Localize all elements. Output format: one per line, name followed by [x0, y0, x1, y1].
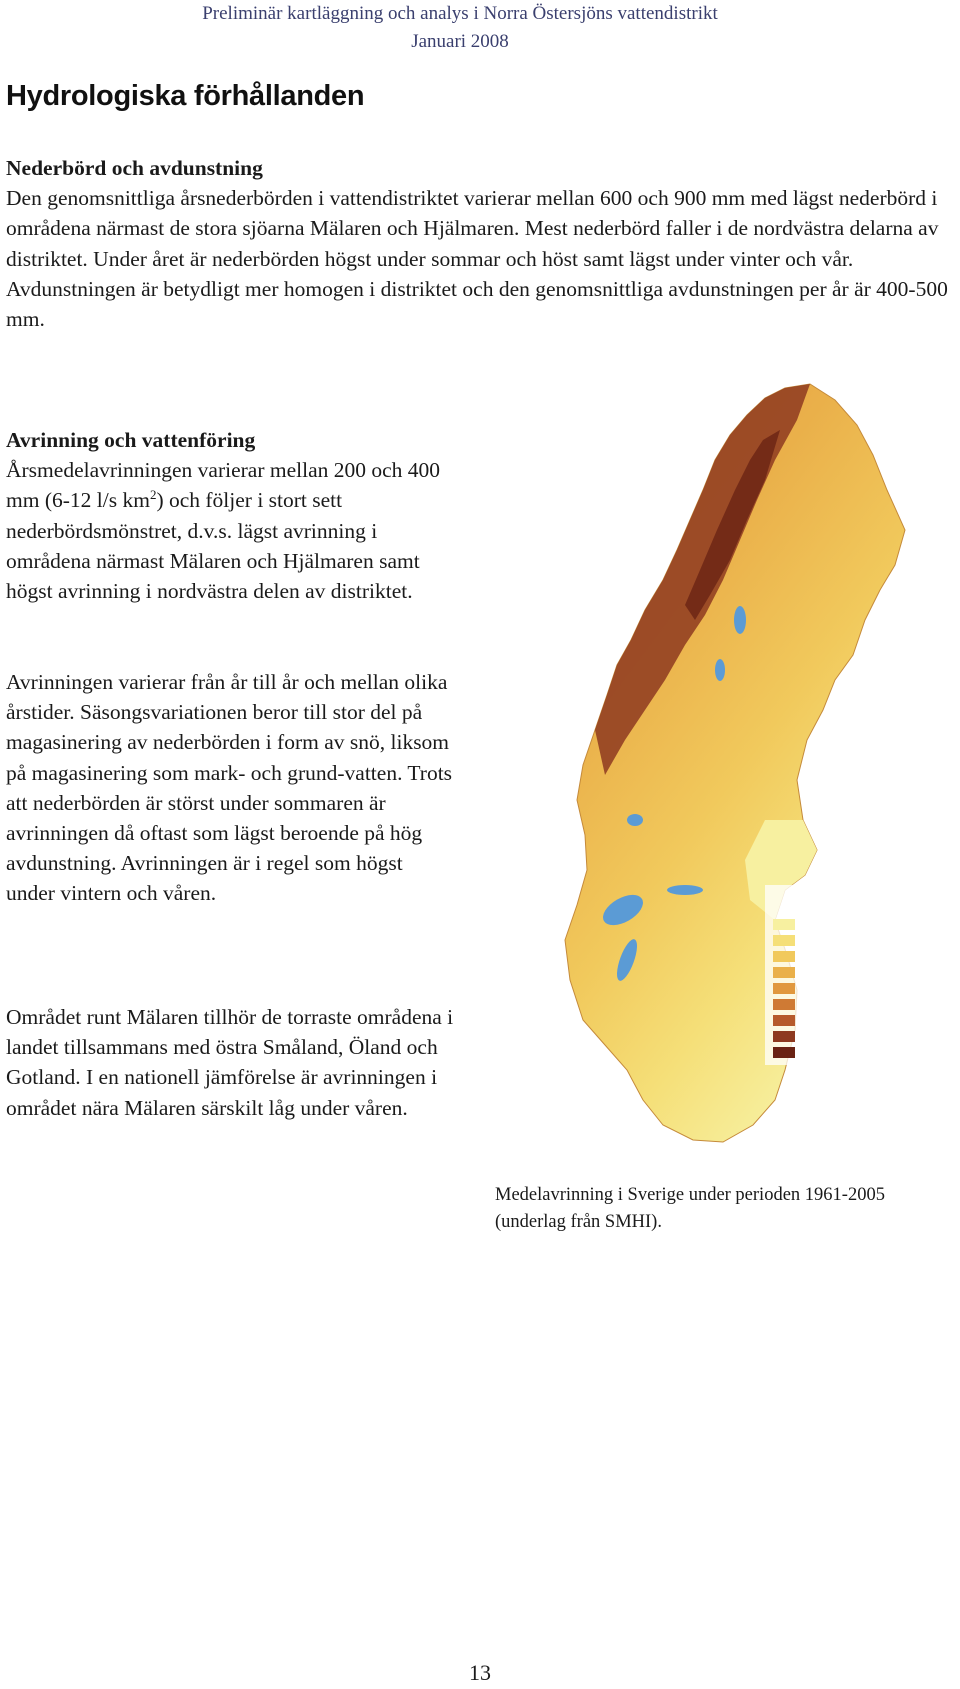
- lake-siljan: [627, 814, 643, 826]
- lake-north: [734, 606, 746, 634]
- page-number: 13: [469, 1660, 491, 1685]
- figure-caption: Medelavrinning i Sverige under perioden 1961-2005 (underlag från SMHI).: [495, 1185, 885, 1232]
- lake-malaren: [667, 885, 703, 895]
- legend-swatch: [773, 999, 795, 1010]
- legend-swatch: [773, 983, 795, 994]
- section-heading: Nederbörd och avdunstning: [6, 156, 263, 180]
- map-legend: [765, 885, 855, 1065]
- section-body: Den genomsnittliga årsnederbörden i vattendistriktet varierar mellan 600 och 900 mm med lägst nederbörd i områdena närmast de stora sjöarna Mälaren och Hjälmaren. Mest nederbörd faller i de nordvästra delarna av distriktet. Under året är nederbörden högst under sommar och höst samt lägst under vinter och vår. Avdunstningen är betydligt mer homogen i distriktet och den genomsnittliga avdunstningen per år är 400-500 mm.: [6, 186, 948, 332]
- legend-swatch: [773, 1047, 795, 1058]
- legend-swatch: [773, 967, 795, 978]
- legend-swatch: [773, 935, 795, 946]
- superscript: 2: [149, 487, 157, 503]
- lake-north: [715, 659, 725, 681]
- paragraph-text: ) och följer i stort sett nederbördsmönstret, d.v.s. lägst avrinning i områdena närmast Mälaren och Hjälmaren samt högst avrinning i nordvästra delen av distriktet.: [6, 488, 420, 604]
- page-title: Hydrologiska förhållanden: [6, 80, 365, 112]
- section-runoff: [6, 425, 456, 606]
- legend-swatch: [773, 951, 795, 962]
- paragraph: Området runt Mälaren tillhör de torraste områdena i landet tillsammans med östra Småland, Öland och Gotland. I en nationell jämförelse är avrinningen i området nära Mälaren särskilt låg under våren.: [6, 1005, 454, 1120]
- running-header: [160, 0, 760, 56]
- header-title: Preliminär kartläggning och analys i Norra Östersjöns vattendistrikt: [202, 3, 718, 24]
- header-date: Januari 2008: [411, 31, 509, 52]
- paragraph: [6, 455, 456, 606]
- legend-swatch: [773, 1015, 795, 1026]
- paragraph: Avrinningen varierar från år till år och mellan olika årstider. Säsongsvariationen beror till stor del på magasinering av nederbörden i form av snö, liksom på magasinering som mark- och grund-vatten. Trots att nederbörden är störst under sommaren är avrinningen då oftast som lägst beroende på hög avdunstning. Avrinningen är i regel som högst under vintern och våren.: [6, 670, 453, 906]
- legend-swatch: [773, 919, 795, 930]
- legend-swatch: [773, 1031, 795, 1042]
- paragraph-text: Årsmedelavrinningen varierar mellan 200 och 400 mm (6-12 l/s km: [6, 458, 441, 513]
- runoff-map: [535, 380, 960, 1160]
- section-heading: Avrinning och vattenföring: [6, 428, 256, 452]
- section-precipitation: [6, 153, 951, 334]
